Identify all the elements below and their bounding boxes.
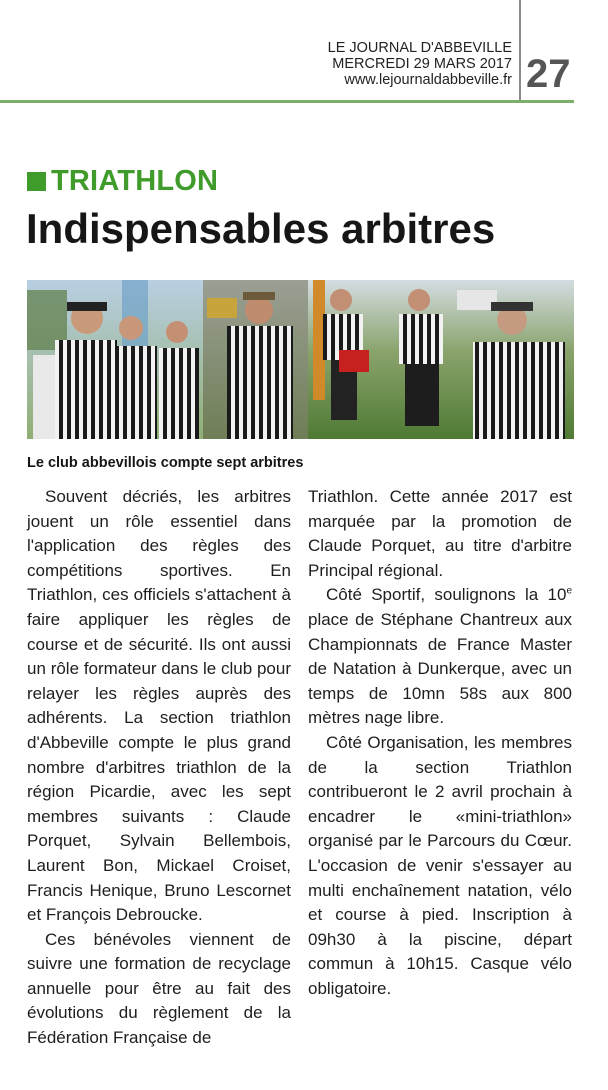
sport-text-b: place de Stéphane Chantreux aux Championnats de France Master de Natation à Dunkerque, avec un temps de 10mn 58s aux 800 mètres nage libre.: [308, 609, 572, 728]
journal-url[interactable]: www.lejournaldabbeville.fr: [344, 72, 512, 88]
paragraph-sport: [308, 583, 572, 731]
article-photo: [27, 280, 574, 439]
article-title: Indispensables arbitres: [26, 205, 496, 252]
article-column-1: [27, 485, 291, 1051]
paragraph-training-end: Triathlon. Cette année 2017 est marquée par la promotion de Claude Porquet, au titre d'arbitre Principal régional.: [308, 487, 572, 580]
article-column-2: [308, 485, 572, 1001]
paragraph-training-start: Ces bénévoles viennent de suivre une formation de recyclage annuelle pour être au fait des évolutions du règlement de la Fédération Française de: [27, 929, 291, 1048]
journal-name: LE JOURNAL D'ABBEVILLE: [327, 40, 512, 56]
paragraph-organisation: Côté Organisation, les membres de la section Triathlon contribueront le 2 avril prochain à encadrer le «mini-triathlon» organisé par le Parcours du Cœur. L'occasion de venir s'essayer au multi enchaînement natation, vélo et course à pied. Inscription à 09h30 à la piscine, départ commun à 10h15. Casque vélo obligatoire.: [308, 732, 572, 998]
issue-date: MERCREDI 29 MARS 2017: [332, 56, 512, 72]
referees-photo-collage: [27, 280, 574, 439]
section-rubric: [27, 166, 218, 196]
header-divider: [519, 0, 521, 100]
photo-caption: Le club abbevillois compte sept arbitres: [27, 455, 304, 471]
rubric-square-icon: [27, 172, 46, 191]
sport-text-a: Côté Sportif, soulignons la 10: [326, 585, 567, 605]
rubric-label: TRIATHLON: [51, 165, 219, 197]
header-rule: [0, 100, 574, 103]
page-number: 27: [526, 52, 571, 96]
paragraph-intro: Souvent décriés, les arbitres jouent un rôle essentiel dans l'application des règles des compétitions sportives. En Triathlon, ces officiels s'attachent à faire appliquer les règles de course et de sécurité. Ils ont aussi un rôle formateur dans le club pour relayer les règles auprès des adhérents. La section triathlon d'Abbeville compte le plus grand nombre d'arbitres triathlon de la région Picardie, avec les sept membres suivants : Claude Porquet, Sylvain Bellembois, Laurent Bon, Mickael Croiset, Francis Henique, Bruno Lescornet et François Debroucke.: [27, 487, 291, 925]
masthead: [328, 40, 512, 88]
ordinal-suffix: e: [566, 585, 572, 597]
